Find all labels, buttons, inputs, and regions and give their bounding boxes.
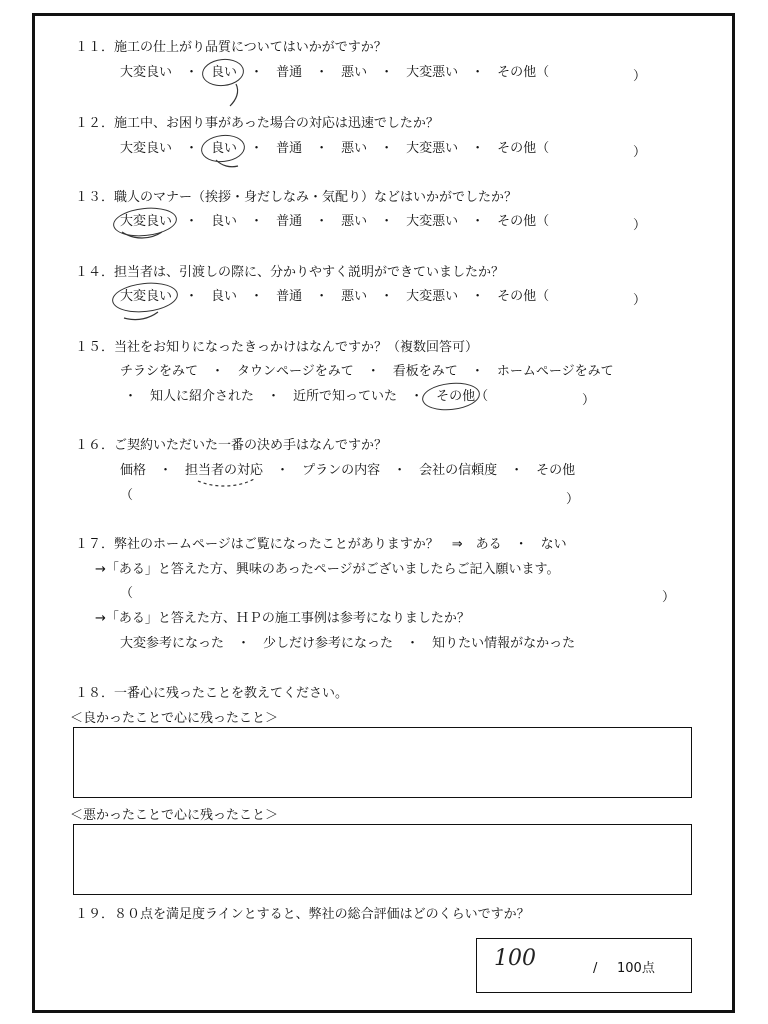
q18-bad-answer-box[interactable] [73,824,692,895]
question-17: １７．弊社のホームページはご覧になったことがありますか？ ⇒ ある ・ ない [75,537,567,552]
q15-option-3[interactable]: 看板をみて [392,364,458,379]
q14-option-2[interactable]: 良い [211,289,238,304]
q15-option-7[interactable]: その他（ [436,389,489,404]
q12-option-6[interactable]: その他（ [497,141,550,156]
q14-options: 大変良い ・ 良い ・ 普通 ・ 悪い ・ 大変悪い ・ その他（ [120,289,550,304]
q13-option-2[interactable]: 良い [211,214,238,229]
q16-options: 価格 ・ 担当者の対応 ・ プランの内容 ・ 会社の信頼度 ・ その他 [120,463,576,478]
q15-option-6[interactable]: 近所で知っていた [293,389,398,404]
q13-option-4[interactable]: 悪い [341,214,368,229]
q13-option-6[interactable]: その他（ [497,214,550,229]
q17-option-2[interactable]: 少しだけ参考になった [263,636,394,651]
q12-options: 大変良い ・ 良い ・ 普通 ・ 悪い ・ 大変悪い ・ その他（ [120,141,550,156]
q12-option-2[interactable]: 良い [211,141,238,156]
q18-good-label: ＜良かったことで心に残ったこと＞ [70,711,279,726]
q18-good-answer-box[interactable] [73,727,692,798]
question-16: １６．ご契約いただいた一番の決め手はなんですか？ [75,438,388,453]
q15-options-line1: チラシをみて ・ タウンページをみて ・ 看板をみて ・ ホームページをみて [120,364,614,379]
q16-open-paren: （ [120,488,134,503]
q17-open-paren: （ [120,586,134,601]
q11-options: 大変良い ・ 良い ・ 普通 ・ 悪い ・ 大変悪い ・ その他（ [120,65,550,80]
q14-option-1[interactable]: 大変良い [120,289,173,304]
q15-option-4[interactable]: ホームページをみて [496,364,614,379]
question-15: １５．当社をお知りになったきっかけはなんですか？（複数回答可） [75,340,479,355]
q14-option-6[interactable]: その他（ [497,289,550,304]
q14-option-5[interactable]: 大変悪い [406,289,459,304]
question-19: １９．８０点を満足度ラインとすると、弊社の総合評価はどのくらいですか？ [75,907,530,922]
q15-option-1[interactable]: チラシをみて [120,364,199,379]
q11-option-3[interactable]: 普通 [276,65,303,80]
q14-option-3[interactable]: 普通 [276,289,303,304]
q11-option-2[interactable]: 良い [211,65,238,80]
q12-option-5[interactable]: 大変悪い [406,141,459,156]
q12-option-1[interactable]: 大変良い [120,141,173,156]
q11-option-6[interactable]: その他（ [497,65,550,80]
q11-close-paren: ） [633,69,647,84]
question-18: １８．一番心に残ったことを教えてください。 [75,686,349,701]
q17-option-3[interactable]: 知りたい情報がなかった [432,636,576,651]
q16-option-2[interactable]: 担当者の対応 [185,463,264,478]
q17-options: 大変参考になった ・ 少しだけ参考になった ・ 知りたい情報がなかった [120,636,576,651]
q16-option-1[interactable]: 価格 [120,463,147,478]
question-13: １３．職人のマナー（挨拶・身だしなみ・気配り）などはいかがでしたか？ [75,190,518,205]
q12-close-paren: ） [633,145,647,160]
q16-option-3[interactable]: プランの内容 [302,463,381,478]
q18-bad-label: ＜悪かったことで心に残ったこと＞ [70,808,279,823]
q13-option-5[interactable]: 大変悪い [406,214,459,229]
q17-close-paren: ） [662,590,676,605]
q16-close-paren: ） [566,492,580,507]
q15-options-line2: ・ 知人に紹介された ・ 近所で知っていた ・ その他（ [124,389,489,404]
q16-option-4[interactable]: 会社の信頼度 [419,463,498,478]
q15-option-5[interactable]: 知人に紹介された [150,389,255,404]
q17-sub-question-1: →「ある」と答えた方、興味のあったページがございましたらご記入願います。 [95,562,560,577]
q12-option-3[interactable]: 普通 [276,141,303,156]
q11-option-4[interactable]: 悪い [341,65,368,80]
q16-option-5[interactable]: その他 [536,463,576,478]
q17-sub-question-2: →「ある」と答えた方、ＨＰの施工事例は参考になりましたか？ [95,611,470,626]
q13-options: 大変良い ・ 良い ・ 普通 ・ 悪い ・ 大変悪い ・ その他（ [120,214,550,229]
q19-score-handwritten: 100 [494,946,536,971]
q15-close-paren: ） [582,393,596,408]
q13-close-paren: ） [633,218,647,233]
question-14: １４．担当者は、引渡しの際に、分かりやすく説明ができていましたか？ [75,265,505,280]
question-11: １１．施工の仕上がり品質についてはいかがですか？ [75,40,387,55]
q13-option-1[interactable]: 大変良い [120,214,173,229]
q14-close-paren: ） [633,293,647,308]
q11-option-1[interactable]: 大変良い [120,65,173,80]
q14-option-4[interactable]: 悪い [341,289,368,304]
q17-option-1[interactable]: 大変参考になった [120,636,225,651]
q13-option-3[interactable]: 普通 [276,214,303,229]
q12-option-4[interactable]: 悪い [341,141,368,156]
q11-option-5[interactable]: 大変悪い [406,65,459,80]
q19-slash: / [593,961,598,976]
q15-option-2[interactable]: タウンページをみて [237,364,354,379]
question-12: １２．施工中、お困り事があった場合の対応は迅速でしたか？ [75,116,439,131]
q19-max-score: 100点 [617,961,655,976]
